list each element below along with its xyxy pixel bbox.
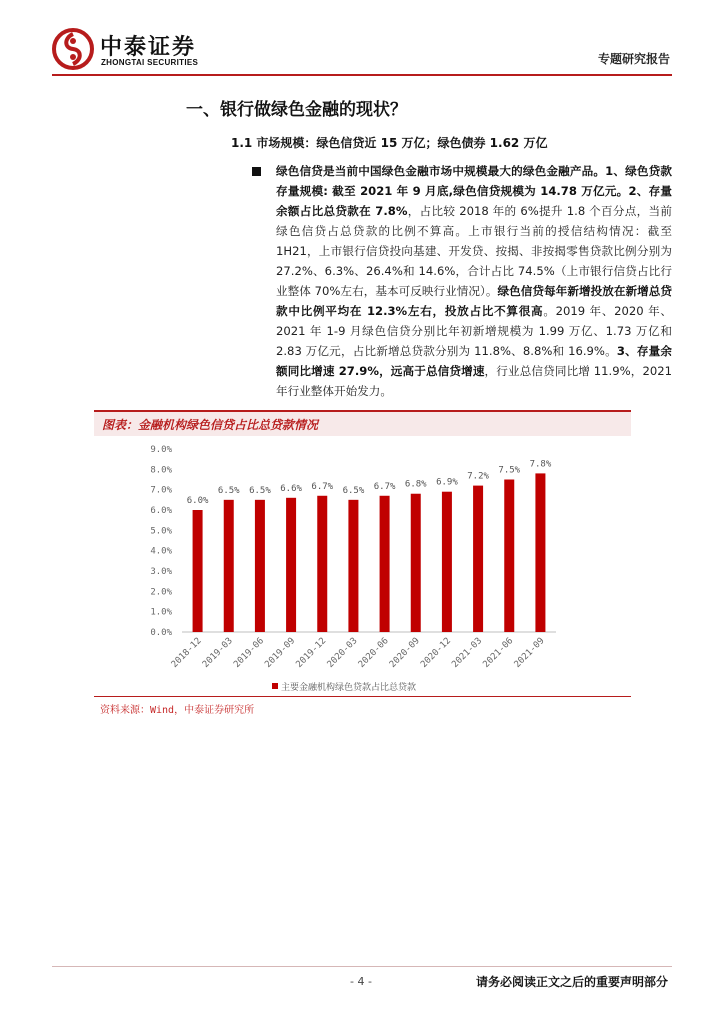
x-tick-label: 2021-03 [450, 636, 485, 670]
x-tick-label: 2019-12 [294, 636, 329, 670]
x-tick-label: 2020-09 [387, 636, 422, 670]
chart-bar [193, 510, 203, 632]
legend-label: 主要金融机构绿色贷款占比总贷款 [281, 683, 417, 693]
x-tick-label: 2020-12 [419, 636, 454, 670]
disclaimer-note: 请务必阅读正文之后的重要声明部分 [475, 975, 668, 989]
x-tick-label: 2018-12 [169, 636, 204, 670]
data-label: 7.2% [467, 471, 489, 482]
chart-bar [411, 494, 421, 632]
footer-divider [52, 966, 672, 967]
chart-bar [473, 486, 483, 632]
emphasis-text: 绿色信贷每年新增投放在新增总贷款中比例平均在 12.3%左右，投放占比不算很高 [276, 284, 672, 318]
data-label: 6.8% [404, 479, 427, 490]
y-tick-label: 2.0% [150, 587, 172, 598]
y-tick-label: 9.0% [150, 445, 172, 455]
chart-bottom-divider [94, 696, 631, 697]
body-paragraph [276, 161, 672, 401]
chart-title: 图表：金融机构绿色信贷占比总贷款情况 [102, 418, 319, 432]
y-tick-label: 3.0% [150, 567, 172, 577]
chart-bar [255, 500, 265, 632]
x-tick-label: 2019-03 [200, 636, 235, 670]
chart-bar [317, 496, 327, 632]
chart-bar [286, 498, 296, 632]
chart-bar [504, 480, 514, 633]
x-tick-label: 2019-06 [232, 636, 267, 670]
x-tick-label: 2020-03 [325, 636, 360, 670]
chart-bar [535, 473, 545, 632]
logo-chinese-name: 中泰证券 [100, 35, 197, 60]
body-text: ，占比较 2018 年的 6%提升 1.8 个百分点，当前绿色信贷占总贷款的比例不算高。上市银行当前的授信结构情况：截至 1H21，上市银行信贷投向基建、开发贷、按揭、非按揭零售贷款比例分别为 27.2%、6.3%、26.4%和 14.6%，合计占比 74.5%（上市银行信贷占比行业整体 70%左右，基本可反映行业情况）。 [276, 204, 673, 298]
y-tick-label: 8.0% [150, 465, 172, 476]
y-tick-label: 5.0% [150, 526, 172, 537]
y-tick-label: 0.0% [150, 628, 172, 638]
data-label: 6.7% [373, 481, 396, 492]
body-text: 。2019 年、2020 年、2021 年 1-9 月绿色信贷分别比年初新增规模为 1.99 万亿、1.73 万亿和 2.83 万亿元，占比新增总贷款分别为 11.8%、8.8%和 16.9%。 [276, 304, 672, 358]
bullet-marker [252, 167, 261, 176]
y-tick-label: 7.0% [150, 485, 172, 496]
data-label: 7.8% [529, 459, 552, 470]
chart-title-bar [94, 410, 631, 436]
y-tick-label: 6.0% [150, 506, 172, 516]
chart-bar [224, 500, 234, 632]
data-label: 6.0% [186, 496, 209, 506]
x-tick-label: 2021-06 [481, 636, 516, 670]
data-label: 7.5% [498, 465, 521, 476]
data-label: 6.5% [249, 485, 271, 496]
chart-figure [94, 410, 631, 694]
body-text: ，行业总信贷同比增 11.9%，2021 年行业整体开始发力。 [276, 364, 672, 398]
section-title: 一、银行做绿色金融的现状？ [186, 100, 407, 120]
data-label: 6.6% [280, 483, 302, 494]
zhongtai-logo-icon [52, 28, 94, 70]
x-tick-label: 2021-09 [512, 636, 547, 670]
chart-bar [348, 500, 358, 632]
page-number: - 4 - [350, 975, 372, 988]
bar-chart [94, 436, 631, 694]
header-divider [52, 74, 672, 76]
emphasis-text: 3、存量余额同比增速 27.9%，远高于总信贷增速 [276, 344, 672, 378]
report-type-label: 专题研究报告 [597, 52, 670, 66]
subsection-title: 1.1 市场规模：绿色信贷近 15 万亿；绿色债券 1.62 万亿 [231, 136, 548, 150]
emphasis-text: 绿色信贷是当前中国绿色金融市场中规模最大的绿色金融产品。1、绿色贷款存量规模: 截至 2021 年 9 月底,绿色信贷规模为 14.78 万亿元。2、存量余额占比总贷款在 7.8% [276, 164, 672, 218]
x-tick-label: 2020-06 [356, 636, 391, 670]
chart-bar [380, 496, 390, 632]
source-note: 资料来源：Wind，中泰证券研究所 [100, 705, 255, 716]
logo-english-name: ZHONGTAI SECURITIES [101, 58, 199, 67]
company-logo [52, 28, 222, 72]
data-label: 6.5% [342, 485, 365, 496]
x-tick-label: 2019-09 [263, 636, 298, 670]
y-tick-label: 1.0% [150, 607, 172, 618]
data-label: 6.9% [436, 477, 458, 488]
y-tick-label: 4.0% [150, 546, 172, 557]
data-label: 6.7% [311, 481, 334, 492]
chart-bar [442, 492, 452, 632]
legend-swatch [272, 683, 278, 689]
data-label: 6.5% [217, 485, 240, 496]
